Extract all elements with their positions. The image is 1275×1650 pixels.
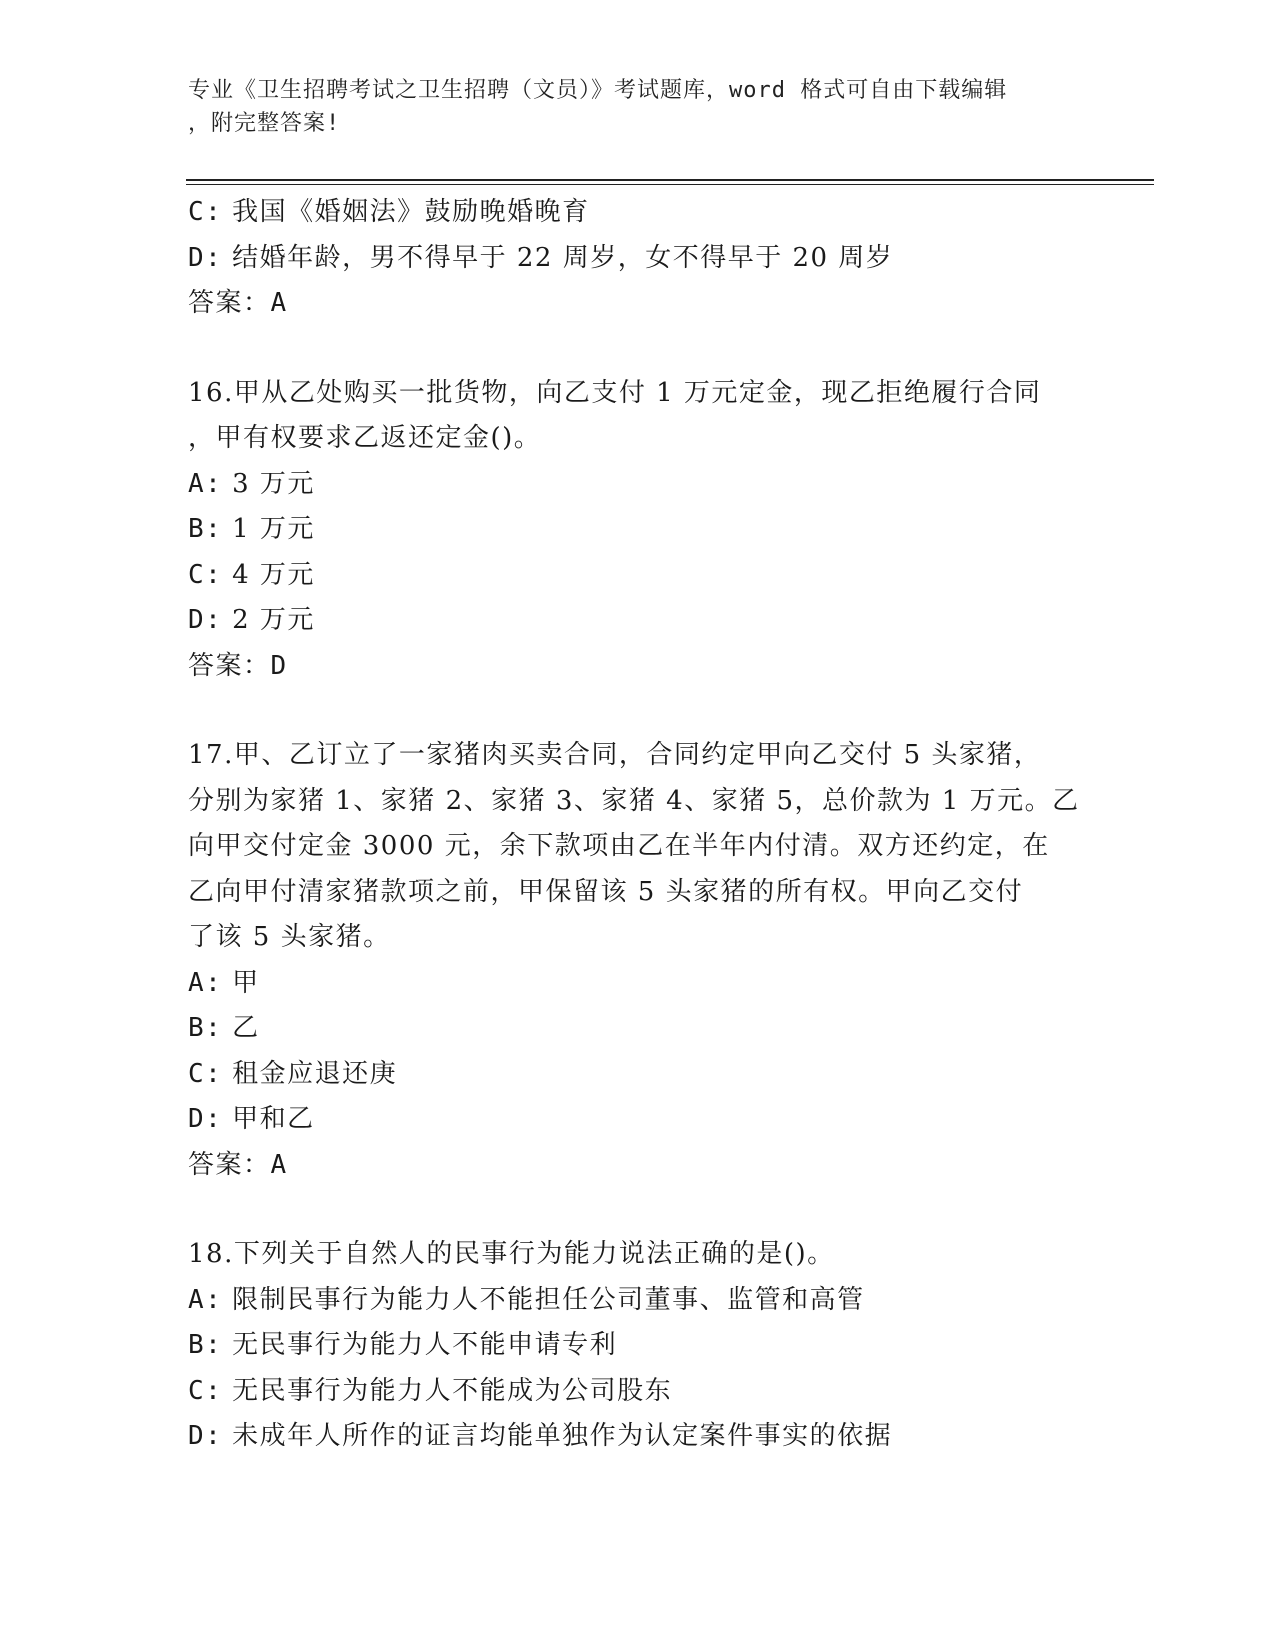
option-a: A: 限制民事行为能力人不能担任公司董事、监管和高管 <box>188 1284 865 1315</box>
option-d: D: 2 万元 <box>188 605 315 635</box>
question-text-line: 乙向甲付清家猪款项之前，甲保留该 5 头家猪的所有权。甲向乙交付 <box>188 876 1024 907</box>
option-c: C: 无民事行为能力人不能成为公司股东 <box>188 1375 673 1406</box>
option-d: D: 未成年人所作的证言均能单独作为认定案件事实的依据 <box>188 1421 893 1451</box>
option-d: D: 结婚年龄，男不得早于 22 周岁，女不得早于 20 周岁 <box>188 242 894 273</box>
option-b: B: 乙 <box>188 1013 260 1043</box>
option-b: B: 无民事行为能力人不能申请专利 <box>188 1330 618 1360</box>
option-c: C: 我国《婚姻法》鼓励晚婚晚育 <box>188 197 590 227</box>
answer-line: 答案：A <box>188 288 288 318</box>
option-c: C: 4 万元 <box>188 559 315 590</box>
header-rule-thin <box>186 184 1154 185</box>
question-text-line: 分别为家猪 1、家猪 2、家猪 3、家猪 4、家猪 5，总价款为 1 万元。乙 <box>188 785 1080 816</box>
question-text-line: ，甲有权要求乙返还定金()。 <box>188 423 542 453</box>
question-text-line: 17.甲、乙订立了一家猪肉买卖合同，合同约定甲向乙交付 5 头家猪， <box>188 740 1042 770</box>
question-text-line: 16.甲从乙处购买一批货物，向乙支付 1 万元定金，现乙拒绝履行合同 <box>188 377 1042 408</box>
question-15-tail <box>188 190 1088 327</box>
question-text-line: 向甲交付定金 3000 元，余下款项由乙在半年内付清。双方还约定，在 <box>188 831 1050 861</box>
question-17 <box>188 733 1088 1188</box>
question-16 <box>188 371 1088 690</box>
header-line-1: 专业《卫生招聘考试之卫生招聘（文员）》考试题库，word 格式可自由下载编辑 <box>188 78 1008 103</box>
question-text-line: 了该 5 头家猪。 <box>188 922 391 952</box>
option-d: D: 甲和乙 <box>188 1104 315 1134</box>
answer-line: 答案：D <box>188 650 288 681</box>
document-body <box>188 190 1088 1460</box>
header-rule-thick <box>186 179 1154 181</box>
option-b: B: 1 万元 <box>188 514 315 544</box>
option-a: A: 3 万元 <box>188 468 315 499</box>
question-18 <box>188 1232 1088 1460</box>
header-line-2: ，附完整答案! <box>188 111 341 136</box>
answer-line: 答案：A <box>188 1149 288 1180</box>
document-header <box>188 74 1068 140</box>
option-c: C: 租金应退还庚 <box>188 1058 398 1089</box>
option-a: A: 甲 <box>188 967 260 998</box>
question-text-line: 18.下列关于自然人的民事行为能力说法正确的是()。 <box>188 1239 835 1269</box>
